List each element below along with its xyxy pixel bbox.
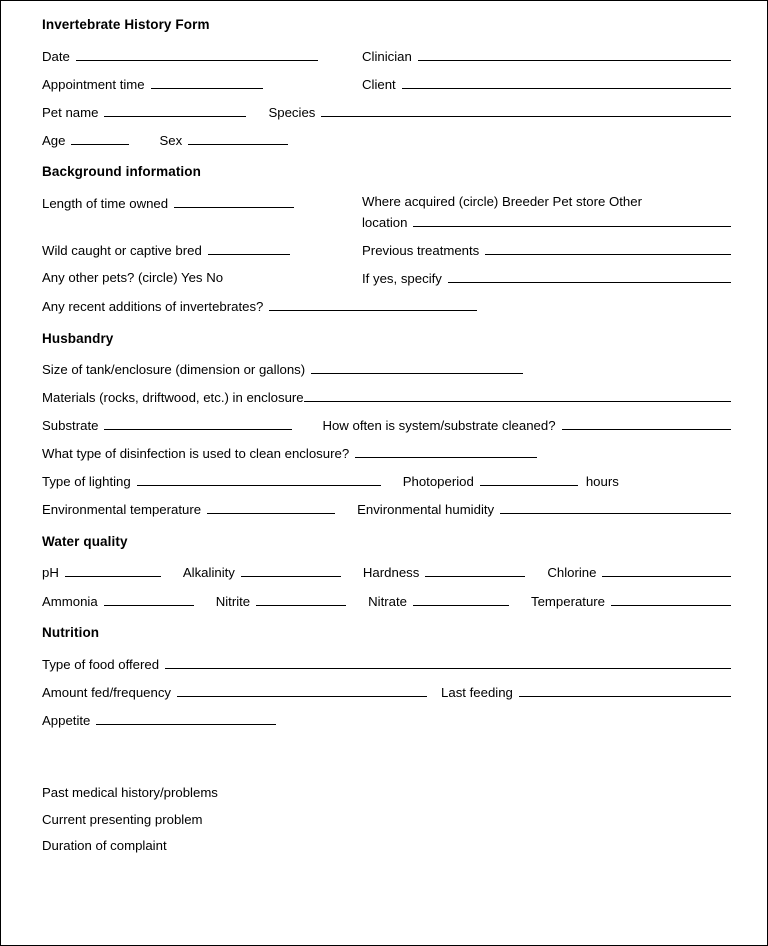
field-chlorine xyxy=(547,564,733,582)
input-age[interactable] xyxy=(71,131,129,145)
field-age xyxy=(42,131,131,149)
input-nitrite[interactable] xyxy=(256,592,346,606)
form-body xyxy=(1,1,767,855)
input-species[interactable] xyxy=(321,103,731,117)
field-temperature xyxy=(531,592,733,610)
field-ph xyxy=(42,564,163,582)
field-appointment-time xyxy=(42,75,362,93)
label-chlorine: Chlorine xyxy=(547,565,597,581)
input-appetite[interactable] xyxy=(96,711,276,725)
field-where-acquired xyxy=(362,194,733,232)
row-petname-species xyxy=(42,103,733,121)
label-env-temperature: Environmental temperature xyxy=(42,502,202,518)
field-alkalinity xyxy=(183,564,343,582)
field-other-pets xyxy=(42,270,362,287)
label-length-owned: Length of time owned xyxy=(42,195,169,211)
field-cleaning-frequency xyxy=(322,417,733,435)
input-env-humidity[interactable] xyxy=(500,501,731,515)
row-disinfection xyxy=(42,445,733,463)
label-nitrite: Nitrite xyxy=(215,593,251,609)
row-length-acquired xyxy=(42,194,733,232)
input-substrate[interactable] xyxy=(104,417,292,431)
label-tank-size: Size of tank/enclosure (dimension or gallons) xyxy=(42,362,306,378)
label-duration-of-complaint: Duration of complaint xyxy=(42,838,167,854)
input-amount-fed[interactable] xyxy=(177,683,427,697)
label-recent-additions: Any recent additions of invertebrates? xyxy=(42,299,264,315)
row-appetite xyxy=(42,711,733,729)
label-appointment-time: Appointment time xyxy=(42,76,145,92)
row-date-clinician xyxy=(42,47,733,65)
input-length-owned[interactable] xyxy=(174,194,294,208)
section-background-information: Background information xyxy=(42,164,201,180)
field-last-feeding xyxy=(441,683,733,701)
label-nitrate: Nitrate xyxy=(368,593,407,609)
label-cleaning-frequency: How often is system/substrate cleaned? xyxy=(322,418,556,434)
input-sex[interactable] xyxy=(188,131,288,145)
field-species xyxy=(268,103,733,121)
input-food-type[interactable] xyxy=(165,655,731,669)
row-temperature-humidity xyxy=(42,501,733,519)
row-appointment-client xyxy=(42,75,733,93)
row-tank-size xyxy=(42,361,733,379)
label-appetite: Appetite xyxy=(42,712,91,728)
input-wild-caught[interactable] xyxy=(208,242,290,256)
row-amount-lastfeeding xyxy=(42,683,733,701)
label-ammonia: Ammonia xyxy=(42,593,98,609)
label-clinician: Clinician xyxy=(362,48,412,64)
section-nutrition: Nutrition xyxy=(42,625,100,640)
field-photoperiod xyxy=(403,473,619,491)
label-previous-treatments: Previous treatments xyxy=(362,243,480,259)
label-wild-caught: Wild caught or captive bred xyxy=(42,243,202,259)
field-substrate xyxy=(42,417,294,435)
input-appointment-time[interactable] xyxy=(151,75,263,89)
row-food-type xyxy=(42,655,733,673)
field-tank-size xyxy=(42,361,525,379)
label-temperature: Temperature xyxy=(530,593,606,609)
input-chlorine[interactable] xyxy=(602,564,731,578)
field-if-yes-specify xyxy=(362,270,733,288)
row-substrate-cleaning xyxy=(42,417,733,435)
label-alkalinity: Alkalinity xyxy=(182,565,235,581)
input-nitrate[interactable] xyxy=(413,592,509,606)
field-env-humidity xyxy=(357,501,733,519)
label-where-acquired: Where acquired (circle) Breeder Pet store Other xyxy=(362,194,642,210)
label-age: Age xyxy=(42,132,66,148)
label-location: location xyxy=(362,215,408,231)
label-past-medical-history: Past medical history/problems xyxy=(42,785,218,801)
input-previous-treatments[interactable] xyxy=(485,242,731,256)
input-recent-additions[interactable] xyxy=(269,298,477,312)
field-sex xyxy=(159,131,290,149)
input-pet-name[interactable] xyxy=(104,103,246,117)
field-date xyxy=(42,47,362,65)
label-amount-fed: Amount fed/frequency xyxy=(42,684,172,700)
field-lighting xyxy=(42,473,383,491)
label-materials: Materials (rocks, driftwood, etc.) in enclosure xyxy=(42,390,304,406)
field-appetite xyxy=(42,711,278,729)
field-disinfection xyxy=(42,445,539,463)
label-ph: pH xyxy=(42,565,59,581)
input-alkalinity[interactable] xyxy=(241,564,341,578)
label-hours: hours xyxy=(585,474,619,490)
row-otherpets-specify xyxy=(42,270,733,288)
field-hardness xyxy=(363,564,527,582)
label-substrate: Substrate xyxy=(42,418,99,434)
field-nitrite xyxy=(216,592,348,610)
input-ph[interactable] xyxy=(65,564,161,578)
input-location[interactable] xyxy=(413,214,731,228)
page-title: Invertebrate History Form xyxy=(42,17,210,32)
input-last-feeding[interactable] xyxy=(519,683,731,697)
field-client xyxy=(362,75,733,93)
label-photoperiod: Photoperiod xyxy=(402,474,474,490)
row-age-sex xyxy=(42,131,733,149)
field-clinician xyxy=(362,47,733,65)
row-recent-additions xyxy=(42,298,733,316)
field-amount-fed xyxy=(42,683,429,701)
row-water-line-2 xyxy=(42,592,733,610)
field-wild-caught xyxy=(42,242,362,260)
label-food-type: Type of food offered xyxy=(42,656,160,672)
field-recent-additions xyxy=(42,298,479,316)
field-env-temperature xyxy=(42,501,337,519)
input-date[interactable] xyxy=(76,47,318,61)
input-lighting[interactable] xyxy=(137,473,381,487)
input-clinician[interactable] xyxy=(418,47,731,61)
input-env-temperature[interactable] xyxy=(207,501,335,515)
label-sex: Sex xyxy=(159,132,183,148)
field-pet-name xyxy=(42,103,248,121)
input-client[interactable] xyxy=(402,75,731,89)
field-materials xyxy=(42,389,733,407)
label-if-yes-specify: If yes, specify xyxy=(362,271,442,287)
field-length-owned xyxy=(42,194,362,212)
input-if-yes-specify[interactable] xyxy=(448,270,731,284)
label-last-feeding: Last feeding xyxy=(441,684,513,700)
field-previous-treatments xyxy=(362,242,733,260)
row-materials xyxy=(42,389,733,407)
row-water-line-1 xyxy=(42,564,733,582)
input-disinfection[interactable] xyxy=(355,445,537,459)
row-wildcaught-treatments xyxy=(42,242,733,260)
input-cleaning-frequency[interactable] xyxy=(562,417,731,431)
input-temperature[interactable] xyxy=(611,592,731,606)
label-client: Client xyxy=(362,76,396,92)
input-photoperiod[interactable] xyxy=(480,473,578,487)
row-lighting-photoperiod xyxy=(42,473,733,491)
label-current-presenting-problem: Current presenting problem xyxy=(42,811,203,827)
label-species: Species xyxy=(268,104,316,120)
section-husbandry: Husbandry xyxy=(42,330,114,346)
label-env-humidity: Environmental humidity xyxy=(357,502,495,518)
input-materials[interactable] xyxy=(304,389,731,403)
input-tank-size[interactable] xyxy=(311,361,523,375)
label-lighting: Type of lighting xyxy=(42,474,131,490)
label-other-pets[interactable]: Any other pets? (circle) Yes No xyxy=(42,269,224,285)
field-ammonia xyxy=(42,592,196,610)
label-date: Date xyxy=(42,48,70,64)
label-hardness: Hardness xyxy=(362,565,420,581)
field-nitrate xyxy=(368,592,511,610)
section-water-quality: Water quality xyxy=(42,533,128,549)
input-hardness[interactable] xyxy=(425,564,525,578)
input-ammonia[interactable] xyxy=(104,592,194,606)
label-pet-name: Pet name xyxy=(42,104,99,120)
label-disinfection: What type of disinfection is used to clean enclosure? xyxy=(42,446,350,462)
field-food-type xyxy=(42,655,733,673)
